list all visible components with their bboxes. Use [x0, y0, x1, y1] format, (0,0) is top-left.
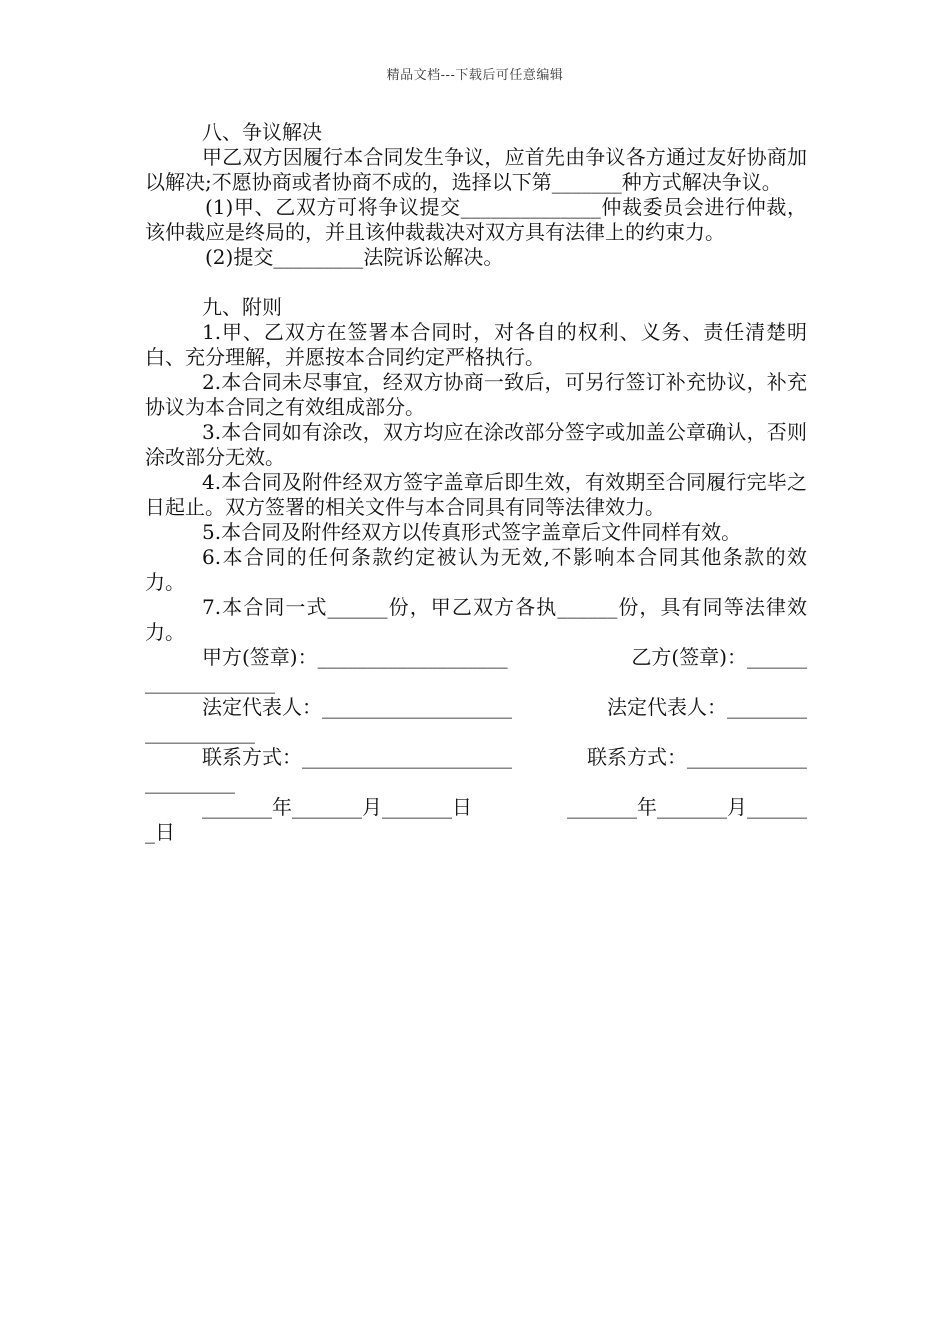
party-b-date-cont: _日	[145, 820, 175, 844]
section8-heading: 八、争议解决	[202, 120, 322, 144]
party-a-contact: 联系方式：_____________________	[202, 745, 512, 769]
date-row	[145, 795, 807, 845]
section9-item-3: 3.本合同如有涂改，双方均应在涂改部分签字或加盖公章确认，否则涂改部分无效。	[145, 420, 807, 469]
section9-item-6: 6.本合同的任何条款约定被认为无效,不影响本合同其他条款的效力。	[145, 545, 807, 594]
party-a-representative: 法定代表人：___________________	[202, 695, 512, 719]
section8-para1: 甲乙双方因履行本合同发生争议，应首先由争议各方通过友好协商加以解决;不愿协商或者协商不成的，选择以下第_______种方式解决争议。	[145, 145, 807, 194]
page-header: 精品文档---下载后可任意编辑	[386, 68, 564, 83]
section9-item-4: 4.本合同及附件经双方签字盖章后即生效，有效期至合同履行完毕之日起止。双方签署的相关文件与本合同具有同等法律效力。	[145, 470, 807, 519]
section8-option2: (2)提交_________法院诉讼解决。	[205, 245, 504, 269]
party-b-signature: 乙方(签章)：______	[631, 645, 807, 669]
party-b-contact-cont: _________	[145, 770, 235, 794]
section9-item-5: 5.本合同及附件经双方以传真形式签字盖章后文件同样有效。	[202, 520, 742, 544]
party-b-signature-cont: _____________	[145, 670, 275, 694]
party-a-date: _______年_______月_______日	[202, 795, 472, 819]
spacer	[145, 270, 807, 295]
representative-row	[145, 695, 807, 745]
section9-item-1: 1.甲、乙双方在签署本合同时，对各自的权利、义务、责任清楚明白、充分理解，并愿按本合同约定严格执行。	[145, 320, 807, 369]
section9-item-7: 7.本合同一式______份，甲乙双方各执______份，具有同等法律效力。	[145, 595, 807, 644]
signature-row	[145, 645, 807, 695]
party-b-representative: 法定代表人：________	[607, 695, 807, 719]
party-b-date: _______年_______月______	[567, 795, 807, 819]
section9-item-2: 2.本合同未尽事宜，经双方协商一致后，可另行签订补充协议，补充协议为本合同之有效组成部分。	[145, 370, 807, 419]
section8-option1: (1)甲、乙双方可将争议提交______________仲裁委员会进行仲裁，该仲裁应是终局的，并且该仲裁裁决对双方具有法律上的约束力。	[145, 195, 807, 244]
document-body	[145, 120, 807, 845]
party-a-signature: 甲方(签章)：___________________	[202, 645, 508, 669]
party-b-representative-cont: ___________	[145, 720, 255, 744]
party-b-contact: 联系方式：____________	[587, 745, 807, 769]
contact-row	[145, 745, 807, 795]
section9-heading: 九、附则	[202, 295, 282, 319]
